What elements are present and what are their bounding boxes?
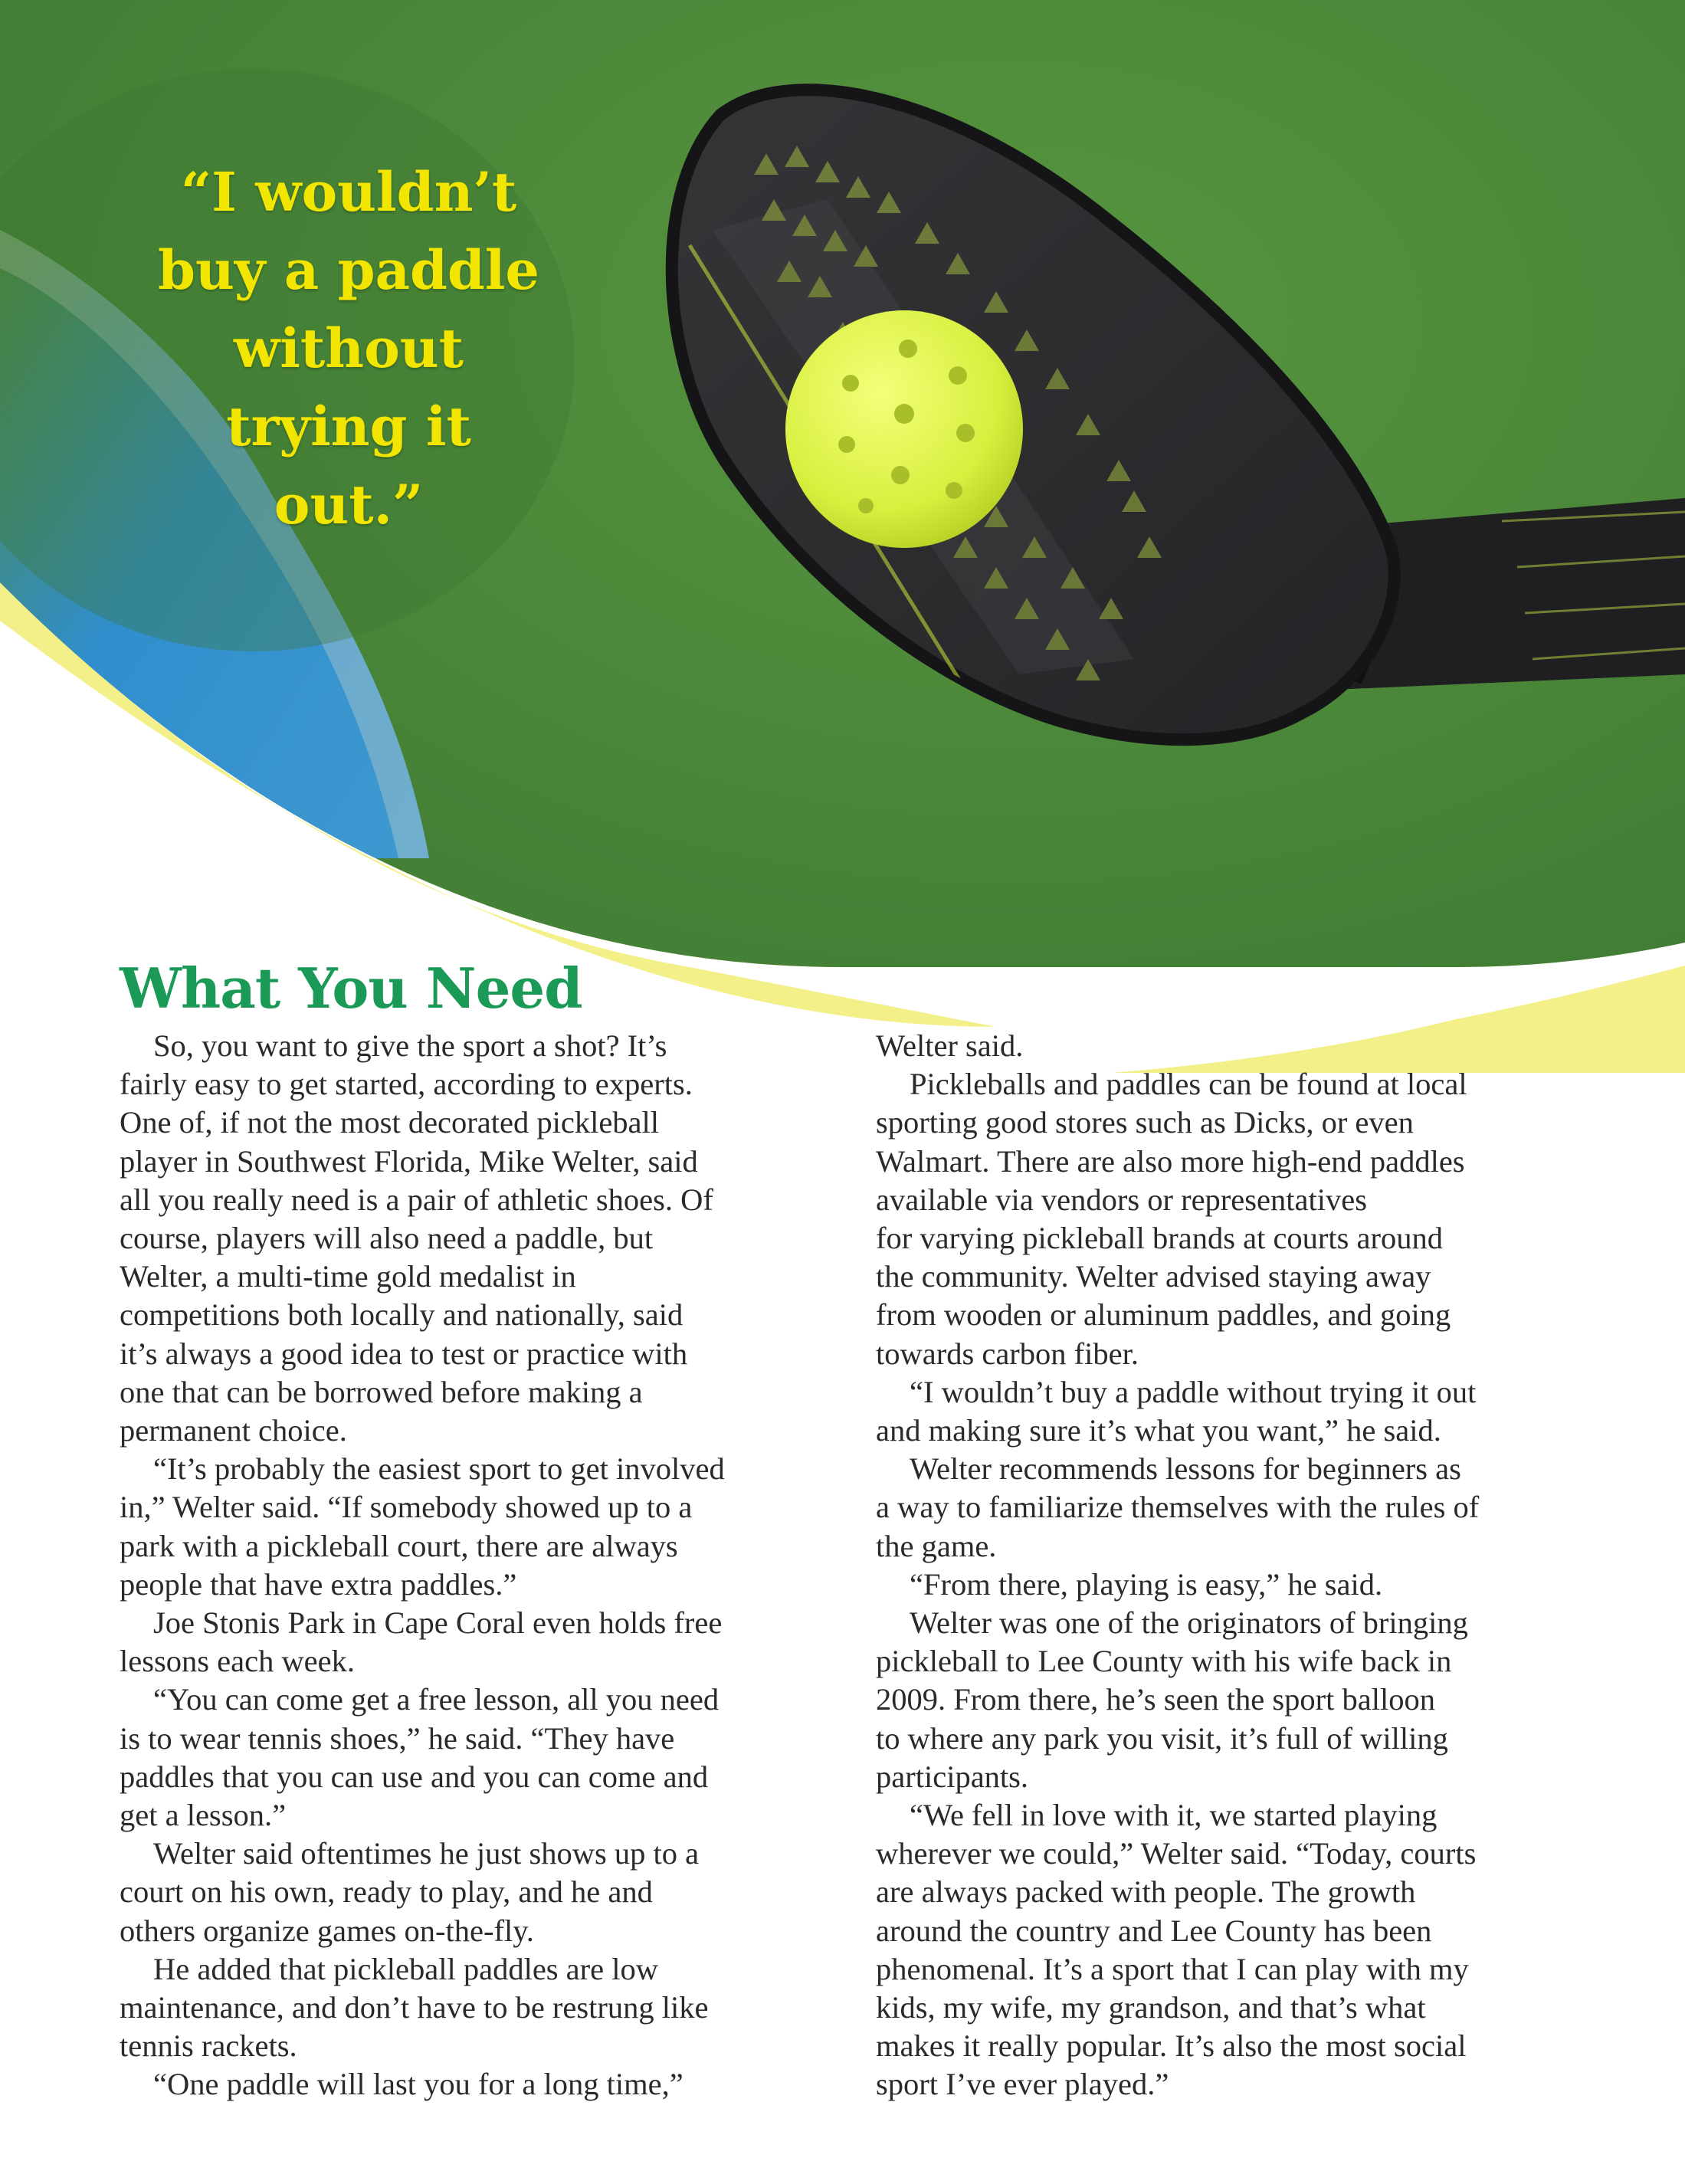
article-line: others organize games on-the-fly.: [120, 1913, 534, 1948]
pull-quote-line: without: [234, 316, 464, 380]
article-line: around the country and Lee County has been: [876, 1913, 1432, 1948]
article-line: paddles that you can use and you can come and: [120, 1759, 709, 1794]
article-line: player in Southwest Florida, Mike Welter, said: [120, 1143, 698, 1179]
article-line: phenomenal. It’s a sport that I can play with my: [876, 1951, 1469, 1986]
article-line: kids, my wife, my grandson, and that’s what: [876, 1990, 1426, 2025]
article-line: So, you want to give the sport a shot? It’s: [153, 1028, 667, 1063]
article-line: Pickleballs and paddles can be found at local: [910, 1067, 1467, 1102]
pull-quote-line: trying it: [226, 395, 471, 458]
article-line: Welter said oftentimes he just shows up to a: [153, 1836, 700, 1871]
article-line: park with a pickleball court, there are always: [120, 1528, 678, 1563]
article-line: Welter, a multi-time gold medalist in: [120, 1259, 576, 1294]
article-line: available via vendors or representatives: [876, 1182, 1367, 1217]
article-line: for varying pickleball brands at courts around: [876, 1221, 1444, 1256]
article-line: get a lesson.”: [120, 1798, 287, 1833]
article-line: tennis rackets.: [120, 2028, 297, 2064]
article-line: Welter was one of the originators of bringing: [910, 1605, 1468, 1641]
article-line: it’s always a good idea to test or practice with: [120, 1336, 688, 1371]
pull-quote-line: buy a paddle: [158, 238, 539, 302]
article-line: one that can be borrowed before making a: [120, 1374, 643, 1409]
article-line: Joe Stonis Park in Cape Coral even holds free: [153, 1605, 723, 1641]
article-line: “It’s probably the easiest sport to get involved: [153, 1451, 725, 1487]
article-line: “I wouldn’t buy a paddle without trying it out: [910, 1374, 1477, 1409]
section-heading: What You Need: [120, 956, 582, 1021]
article-line: to where any park you visit, it’s full of willing: [876, 1720, 1448, 1756]
article-column-right: [876, 1027, 1565, 2104]
article-line: the community. Welter advised staying away: [876, 1259, 1431, 1294]
article-line: makes it really popular. It’s also the most social: [876, 2028, 1467, 2064]
article-line: people that have extra paddles.”: [120, 1566, 517, 1602]
article-line: Welter said.: [876, 1028, 1024, 1063]
pull-quote: [107, 153, 590, 544]
article-line: Walmart. There are also more high-end paddles: [876, 1143, 1465, 1179]
article-line: sporting good stores such as Dicks, or even: [876, 1105, 1414, 1140]
article-line: pickleball to Lee County with his wife back in: [876, 1644, 1452, 1679]
pickleball-ball: [785, 310, 1023, 548]
article-line: He added that pickleball paddles are low: [153, 1951, 658, 1986]
article-line: “We fell in love with it, we started playing: [910, 1798, 1437, 1833]
article-column-left: [120, 1027, 809, 2104]
article-line: in,” Welter said. “If somebody showed up to a: [120, 1490, 693, 1525]
article-line: sport I’ve ever played.”: [876, 2067, 1169, 2102]
article-line: “You can come get a free lesson, all you need: [153, 1682, 720, 1717]
article-line: course, players will also need a paddle, but: [120, 1221, 654, 1256]
article-line: towards carbon fiber.: [876, 1336, 1139, 1371]
article-line: “From there, playing is easy,” he said.: [910, 1566, 1383, 1602]
article-line: participants.: [876, 1759, 1029, 1794]
article-line: 2009. From there, he’s seen the sport balloon: [876, 1682, 1435, 1717]
article-line: Welter recommends lessons for beginners as: [910, 1451, 1461, 1487]
article-line: the game.: [876, 1528, 997, 1563]
article-line: court on his own, ready to play, and he and: [120, 1874, 653, 1910]
pull-quote-line: “I wouldn’t: [180, 160, 517, 224]
article-line: a way to familiarize themselves with the rules of: [876, 1490, 1480, 1525]
article-line: One of, if not the most decorated pickleball: [120, 1105, 660, 1140]
article-line: and making sure it’s what you want,” he said.: [876, 1413, 1441, 1448]
article-line: competitions both locally and nationally, said: [120, 1297, 684, 1333]
article-line: permanent choice.: [120, 1413, 347, 1448]
article-line: from wooden or aluminum paddles, and going: [876, 1297, 1451, 1333]
article-line: lessons each week.: [120, 1644, 356, 1679]
article-line: maintenance, and don’t have to be restrung like: [120, 1990, 709, 2025]
article-line: “One paddle will last you for a long time,”: [153, 2067, 684, 2102]
article-line: are always packed with people. The growth: [876, 1874, 1416, 1910]
article-line: is to wear tennis shoes,” he said. “They have: [120, 1720, 675, 1756]
article-line: wherever we could,” Welter said. “Today, courts: [876, 1836, 1477, 1871]
article-line: fairly easy to get started, according to experts.: [120, 1067, 693, 1102]
pull-quote-line: out.”: [274, 473, 424, 536]
article-line: all you really need is a pair of athletic shoes. Of: [120, 1182, 713, 1217]
